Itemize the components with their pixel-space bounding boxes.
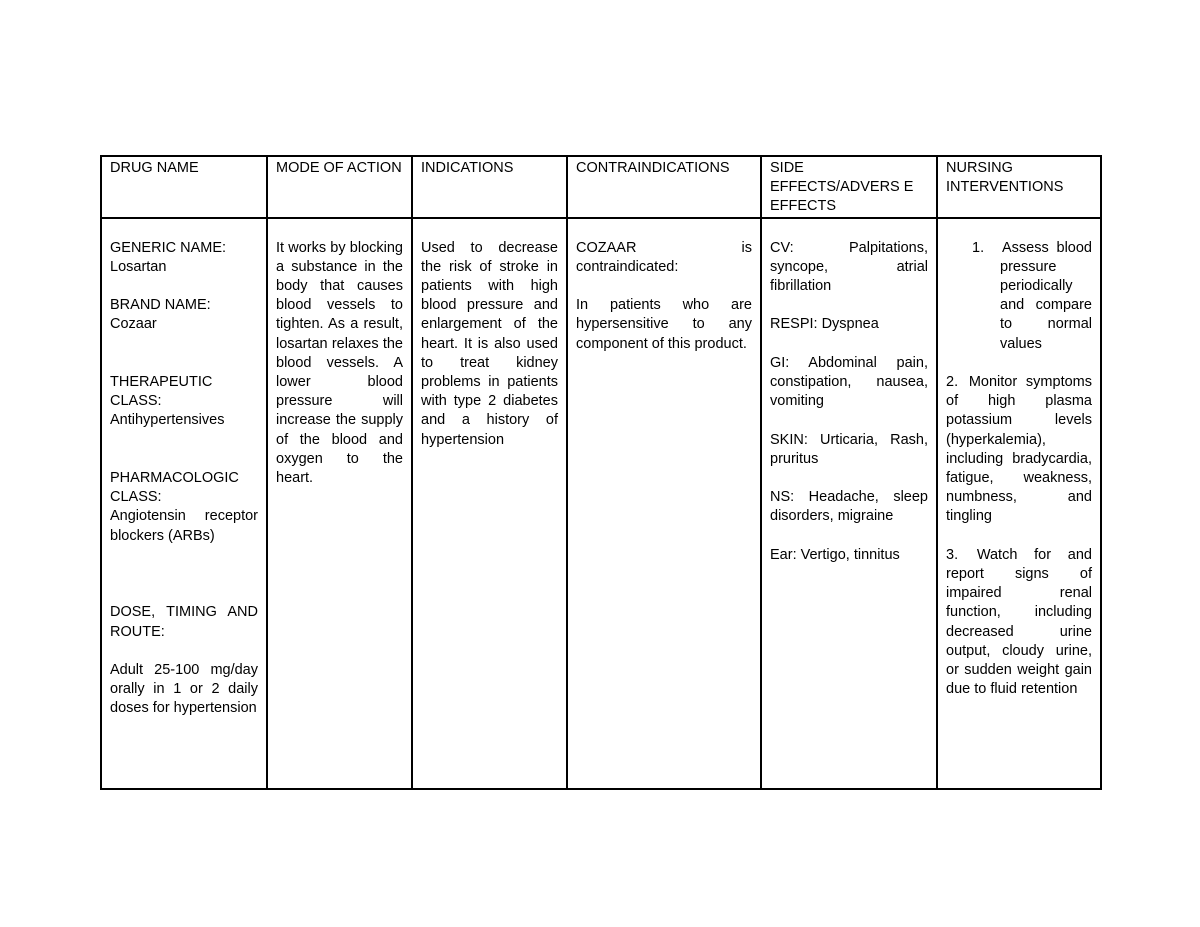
header-row <box>101 156 1101 218</box>
indications-text: Used to decrease the risk of stroke in patients with high blood pressure and enlargement of the heart. It is also used to treat kidney problems in patients with type 2 diabetes and a history of hypertension <box>421 239 558 448</box>
header-mode-of-action: MODE OF ACTION <box>267 156 412 218</box>
dose-value: Adult 25-100 mg/day orally in 1 or 2 daily doses for hypertension <box>110 662 258 717</box>
pharmacologic-class-label: PHARMACOLOGIC CLASS: <box>110 470 239 506</box>
dose-label: DOSE, TIMING AND ROUTE: <box>110 604 258 640</box>
indications-cell <box>412 218 567 789</box>
nursing-item-2-number: 2. <box>946 374 959 391</box>
side-effect-gi: GI: Abdominal pain, constipation, nausea, vomiting <box>770 354 928 410</box>
header-drug-name: DRUG NAME <box>101 156 267 218</box>
therapeutic-class-value: Antihypertensives <box>110 412 225 429</box>
nursing-item-3-number: 3. <box>946 546 959 563</box>
side-effect-respi: RESPI: Dyspnea <box>770 316 879 333</box>
generic-name-label: GENERIC NAME: <box>110 239 227 256</box>
nursing-item-1-text: Assess blood pressure periodically and compare to normal values <box>1000 239 1092 352</box>
side-effect-ear: Ear: Vertigo, tinnitus <box>770 546 900 563</box>
nursing-item-3 <box>946 546 1092 700</box>
therapeutic-class-label: THERAPEUTIC CLASS: <box>110 374 213 410</box>
brand-name-value: Cozaar <box>110 316 157 333</box>
nursing-item-1 <box>946 239 1092 354</box>
contraindications-intro: COZAAR is contraindicated: <box>576 239 752 275</box>
pharmacologic-class-value: Angiotensin receptor blockers (ARBs) <box>110 508 258 544</box>
side-effect-cv: CV: Palpitations, syncope, atrial fibrillation <box>770 239 928 295</box>
nursing-item-2-text: Monitor symptoms of high plasma potassium levels (hyperkalemia), including bradycardia, fatigue, weakness, numbness, and tingling <box>946 374 1092 525</box>
nursing-item-3-text: Watch for and report signs of impaired renal function, including decreased urine output, cloudy urine, or sudden weight gain due to fluid retention <box>946 546 1092 698</box>
drug-name-cell <box>101 218 267 789</box>
side-effect-ns: NS: Headache, sleep disorders, migraine <box>770 489 928 525</box>
nursing-item-1-number: 1. <box>972 239 985 256</box>
mode-of-action-text: It works by blocking a substance in the body that causes blood vessels to tighten. As a result, losartan relaxes the blood vessels. A lower blood pressure will increase the supply of the blood and oxygen to the heart. <box>276 239 403 487</box>
drug-card-table <box>100 155 1102 790</box>
header-side-effects: SIDE EFFECTS/ADVERS E EFFECTS <box>761 156 937 218</box>
nursing-list <box>946 239 1092 700</box>
mode-of-action-cell <box>267 218 412 789</box>
header-nursing-interventions: NURSING INTERVENTIONS <box>937 156 1101 218</box>
generic-name-value: Losartan <box>110 258 167 275</box>
side-effects-cell <box>761 218 937 789</box>
contraindications-cell <box>567 218 761 789</box>
header-contraindications: CONTRAINDICATIONS <box>567 156 761 218</box>
side-effect-skin: SKIN: Urticaria, Rash, pruritus <box>770 431 928 467</box>
contraindications-detail: In patients who are hypersensitive to any component of this product. <box>576 297 752 352</box>
nursing-interventions-cell <box>937 218 1101 789</box>
content-row <box>101 218 1101 789</box>
header-indications: INDICATIONS <box>412 156 567 218</box>
nursing-item-2 <box>946 373 1092 527</box>
brand-name-label: BRAND NAME: <box>110 297 211 314</box>
